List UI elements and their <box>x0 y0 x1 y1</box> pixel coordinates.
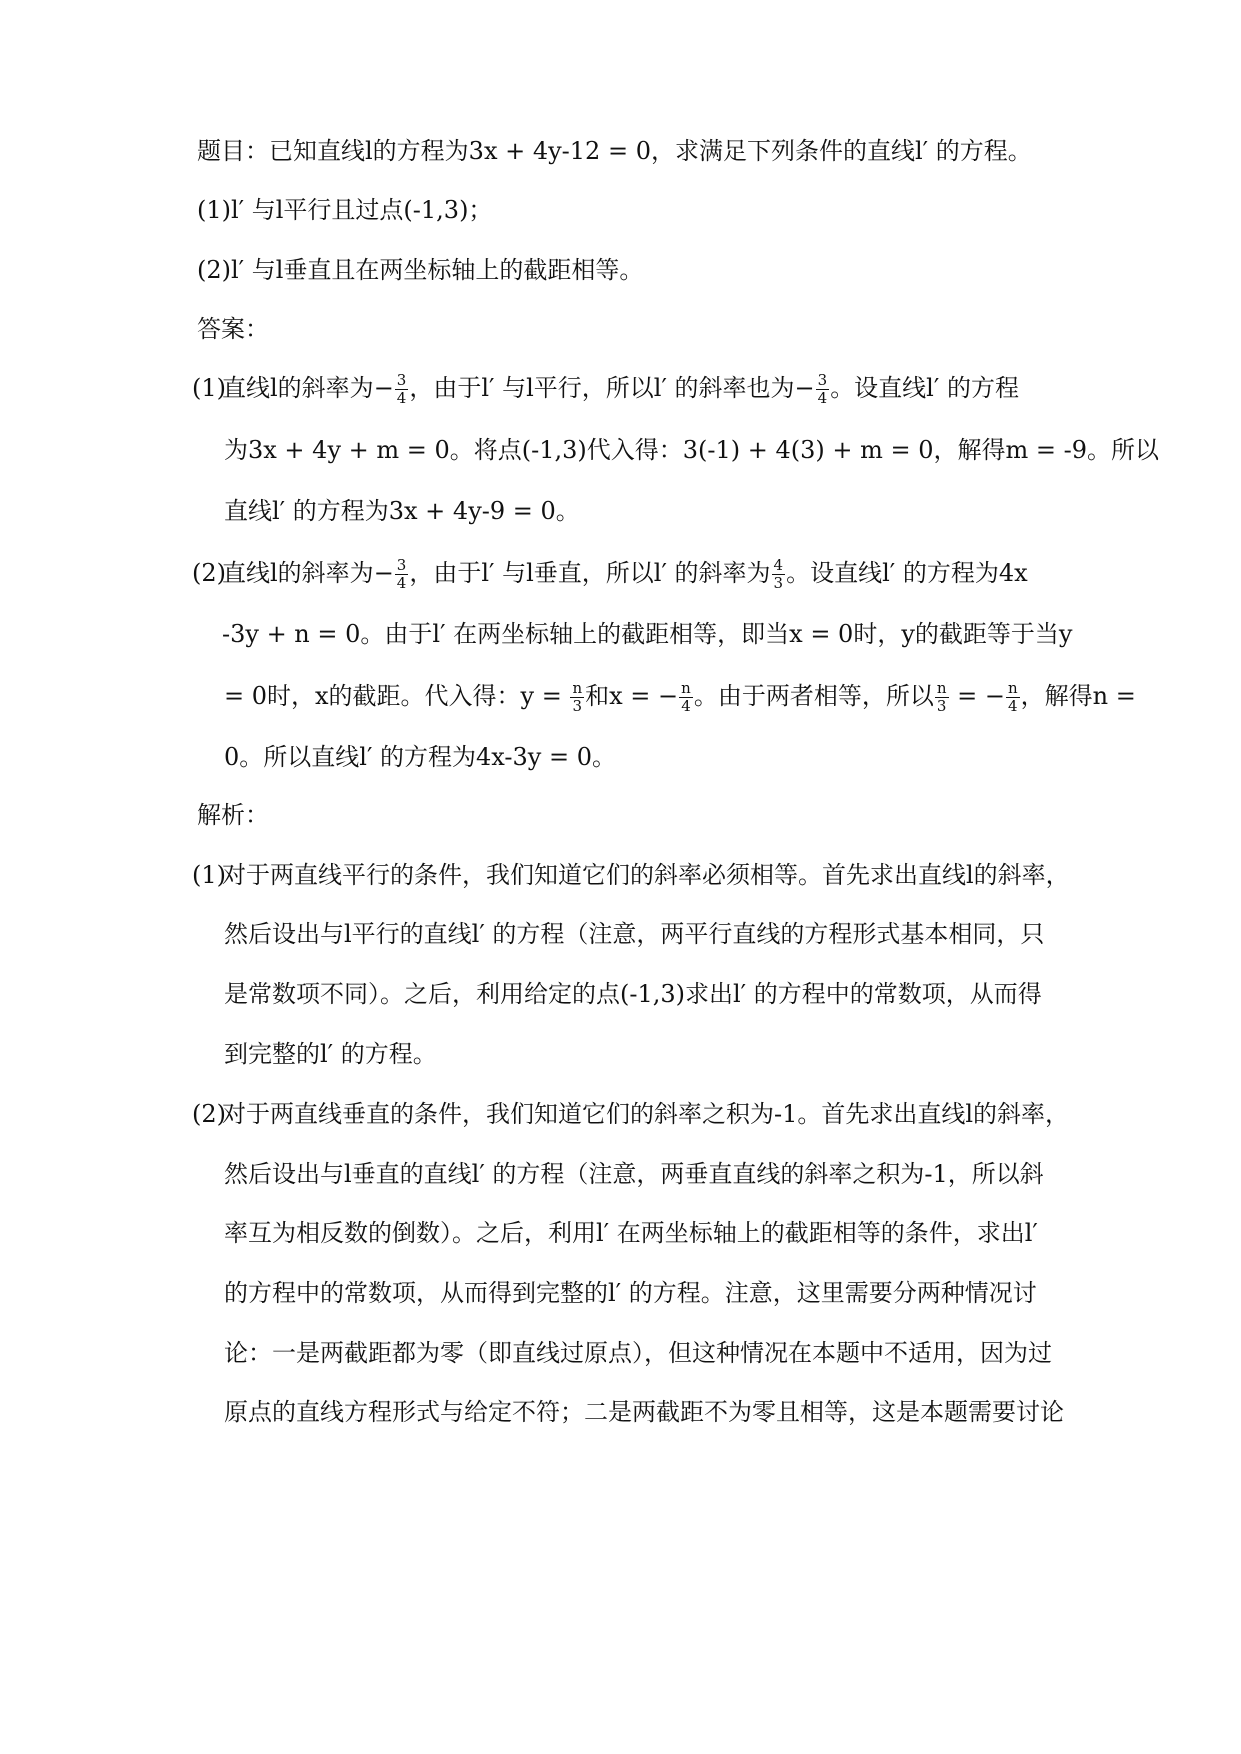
fraction-denominator: 4 <box>396 389 407 407</box>
answer-p1-text-c: 。设直线l′ 的方程 <box>830 374 1019 402</box>
minus-sign: − <box>373 374 394 402</box>
answer-p2-text-a: 直线l的斜率为 <box>222 559 374 587</box>
fraction <box>935 680 949 715</box>
fraction <box>679 680 693 715</box>
answer-p2-text-3c: 。由于两者相等，所以 <box>693 682 934 710</box>
fraction <box>395 557 409 592</box>
answer-p1-text-b: ，由于l′ 与l平行，所以l′ 的斜率也为 <box>409 374 795 402</box>
answer-p2-text-b: ，由于l′ 与l垂直，所以l′ 的斜率为 <box>409 559 771 587</box>
analysis-p2-text: 对于两直线垂直的条件，我们知道它们的斜率之积为-1。首先求出直线l的斜率， <box>222 1100 1070 1128</box>
analysis-p1-line3: 是常数项不同）。之后，利用给定的点(-1,3)求出l′ 的方程中的常数项，从而得 <box>224 980 1042 1008</box>
fraction-denominator: 3 <box>936 697 947 715</box>
fraction-denominator: 4 <box>681 697 691 715</box>
answer-p2-text-c: 。设直线l′ 的方程为4x <box>786 559 1028 587</box>
fraction-denominator: 4 <box>817 389 828 407</box>
analysis-p2-line4: 的方程中的常数项，从而得到完整的l′ 的方程。注意，这里需要分两种情况讨 <box>224 1279 1037 1307</box>
answer-p2-line3 <box>224 680 1136 714</box>
analysis-p1-line1 <box>192 859 1070 893</box>
answer-p1-line1 <box>192 372 1019 406</box>
answer-p1-number: (1) <box>192 374 226 402</box>
analysis-p2-line6: 原点的直线方程形式与给定不符；二是两截距不为零且相等，这是本题需要讨论 <box>224 1398 1064 1426</box>
answer-p1-line3: 直线l′ 的方程为3x + 4y-9 = 0。 <box>224 497 580 525</box>
answer-p1-text-a: 直线l的斜率为 <box>222 374 374 402</box>
fraction-numerator: 3 <box>396 371 407 389</box>
analysis-p2-line2: 然后设出与l垂直的直线l′ 的方程（注意，两垂直直线的斜率之积为-1，所以斜 <box>224 1160 1044 1188</box>
analysis-p2-line1 <box>192 1098 1069 1132</box>
analysis-p1-line4: 到完整的l′ 的方程。 <box>224 1040 437 1068</box>
fraction-numerator: n <box>1007 679 1018 697</box>
fraction <box>395 372 409 407</box>
fraction-numerator: 3 <box>396 556 407 574</box>
analysis-p2-line5: 论：一是两截距都为零（即直线过原点），但这种情况在本题中不适用，因为过 <box>224 1339 1052 1367</box>
answer-heading: 答案： <box>197 315 269 343</box>
analysis-heading: 解析： <box>197 801 269 829</box>
fraction-numerator: n <box>572 679 583 697</box>
question-title: 题目：已知直线l的方程为3x + 4y-12 = 0，求满足下列条件的直线l′ 的方程。 <box>197 137 1032 165</box>
analysis-p1-line2: 然后设出与l平行的直线l′ 的方程（注意，两平行直线的方程形式基本相同，只 <box>224 920 1045 948</box>
fraction-numerator: n <box>681 679 691 697</box>
fraction-numerator: 3 <box>817 371 828 389</box>
fraction-denominator: 3 <box>572 697 583 715</box>
fraction <box>1006 680 1020 715</box>
answer-p2-line2: -3y + n = 0。由于l′ 在两坐标轴上的截距相等，即当x = 0时，y的截距等于当y <box>222 620 1073 648</box>
fraction-numerator: n <box>936 679 947 697</box>
minus-sign: − <box>373 559 394 587</box>
analysis-p2-line3: 率互为相反数的倒数）。之后，利用l′ 在两坐标轴上的截距相等的条件，求出l′ <box>224 1219 1038 1247</box>
fraction <box>816 372 830 407</box>
answer-p2-number: (2) <box>192 559 226 587</box>
answer-p2-text-3a: = 0时，x的截距。代入得：y = <box>224 682 570 710</box>
question-item-1: (1)l′ 与l平行且过点(-1,3)； <box>197 196 493 224</box>
analysis-p1-number: (1) <box>192 861 226 889</box>
minus-sign: − <box>794 374 815 402</box>
answer-p2-text-3d: = − <box>949 682 1005 710</box>
fraction-denominator: 4 <box>396 574 407 592</box>
answer-p1-line2: 为3x + 4y + m = 0。将点(-1,3)代入得：3(-1) + 4(3) + m = 0，解得m = -9。所以 <box>224 436 1160 464</box>
question-item-2: (2)l′ 与l垂直且在两坐标轴上的截距相等。 <box>197 256 644 284</box>
analysis-p1-text: 对于两直线平行的条件，我们知道它们的斜率必须相等。首先求出直线l的斜率， <box>222 861 1070 889</box>
fraction-denominator: 3 <box>773 574 784 592</box>
fraction <box>570 680 584 715</box>
fraction-numerator: 4 <box>773 556 784 574</box>
fraction <box>772 557 786 592</box>
answer-p2-line4: 0。所以直线l′ 的方程为4x-3y = 0。 <box>224 743 616 771</box>
answer-p2-text-3e: ，解得n = <box>1020 682 1136 710</box>
answer-p2-text-3b: 和x = − <box>585 682 679 710</box>
answer-p2-line1 <box>192 557 1028 591</box>
fraction-denominator: 4 <box>1008 697 1018 715</box>
analysis-p2-number: (2) <box>192 1100 226 1128</box>
